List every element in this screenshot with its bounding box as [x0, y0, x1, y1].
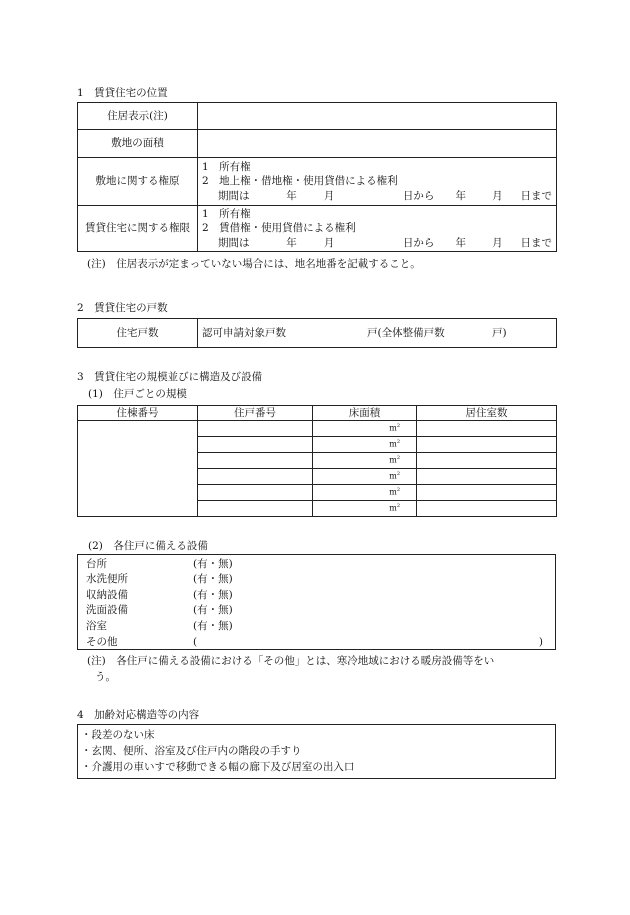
site-area-value-cell[interactable]	[198, 130, 557, 158]
unit-number-cell[interactable]	[198, 437, 313, 453]
unit-sup: 2	[396, 502, 400, 509]
period-month: 月	[323, 236, 335, 249]
equipment-name: 浴室	[86, 620, 107, 633]
equipment-row	[78, 556, 555, 572]
unit-number-cell[interactable]	[198, 469, 313, 485]
dwelling-size-table	[77, 405, 557, 517]
room-count-cell[interactable]	[417, 453, 557, 469]
period-month: 月	[323, 189, 335, 202]
period-year-end: 年	[455, 236, 467, 249]
equipment-value[interactable]: (有・無)	[193, 604, 233, 617]
location-table	[77, 102, 557, 252]
section-4-heading: 4 加齢対応構造等の内容	[77, 709, 200, 721]
land-title-label: 敷地に関する権原	[78, 158, 198, 206]
unit-number-cell[interactable]	[198, 485, 313, 501]
units-line	[202, 326, 552, 340]
unit-sup: 2	[396, 486, 400, 493]
room-count-cell[interactable]	[417, 485, 557, 501]
unit-sup: 2	[396, 454, 400, 461]
floor-area-cell[interactable]	[313, 501, 417, 517]
units-total-close: 戸)	[492, 326, 507, 339]
col-unit-number: 住戸番号	[198, 406, 313, 421]
section-3-sub2: (2) 各住戸に備える設備	[88, 540, 208, 552]
section-1-heading: 1 賃貸住宅の位置	[77, 87, 168, 99]
unit-m: m	[389, 503, 397, 513]
unit-m: m	[389, 487, 397, 497]
equipment-name: 収納設備	[86, 588, 128, 601]
land-title-period	[202, 189, 552, 203]
land-title-option-2: 2 地上権・借地権・使用貸借による権利	[202, 175, 398, 188]
housing-title-option-2: 2 賃借権・使用貸借による権利	[202, 222, 356, 235]
unit-m: m	[389, 439, 397, 449]
period-prefix: 期間は	[218, 236, 250, 249]
equipment-value[interactable]: (有・無)	[193, 620, 233, 633]
units-total-open: 戸(全体整備戸数	[367, 326, 445, 339]
equipment-name: 台所	[86, 557, 107, 570]
aging-features-box	[77, 724, 556, 779]
section-3-heading: 3 賃貸住宅の規模並びに構造及び設備	[77, 371, 263, 383]
floor-area-cell[interactable]	[313, 485, 417, 501]
aging-feature-item: ・介護用の車いすで移動できる幅の廊下及び居室の出入口	[81, 761, 355, 773]
unit-number-cell[interactable]	[198, 453, 313, 469]
table-row	[78, 421, 557, 437]
table-row	[78, 103, 557, 130]
period-year: 年	[286, 236, 297, 249]
land-title-option-1: 1 所有権	[202, 161, 251, 174]
section-3-note-line1: (注) 各住戸に備える設備における「その他」とは、寒冷地域における暖房設備等をい	[87, 655, 495, 667]
equipment-value[interactable]: (有・無)	[193, 588, 233, 601]
floor-area-cell[interactable]	[313, 421, 417, 437]
unit-m: m	[389, 471, 397, 481]
col-floor-area: 床面積	[313, 406, 417, 421]
table-row	[78, 319, 557, 348]
unit-sup: 2	[396, 438, 400, 445]
housing-title-value-cell[interactable]	[198, 206, 557, 252]
equipment-row	[78, 618, 555, 634]
section-3-note-line2: う。	[95, 671, 116, 683]
period-month-end: 月	[492, 189, 503, 202]
equipment-value[interactable]: (有・無)	[193, 557, 233, 570]
housing-title-period	[202, 236, 552, 250]
equipment-name: その他	[86, 635, 118, 648]
site-area-label: 敷地の面積	[78, 130, 198, 158]
unit-m: m	[389, 423, 397, 433]
equipment-other-value[interactable]: (	[193, 635, 198, 648]
unit-sup: 2	[396, 422, 400, 429]
land-title-value-cell[interactable]	[198, 158, 557, 206]
aging-feature-item: ・段差のない床	[81, 729, 155, 741]
equipment-row	[78, 634, 555, 650]
period-month-end: 月	[492, 236, 503, 249]
period-from: 日から	[402, 189, 435, 202]
period-year-end: 年	[455, 189, 467, 202]
equipment-box	[77, 554, 556, 650]
period-until: 日まで	[520, 189, 553, 202]
section-1-note: (注) 住居表示が定まっていない場合には、地名地番を記載すること。	[87, 258, 421, 270]
unit-sup: 2	[396, 470, 400, 477]
units-table	[77, 318, 557, 348]
units-target-label: 認可申請対象戸数	[202, 326, 286, 339]
floor-area-cell[interactable]	[313, 453, 417, 469]
unit-number-cell[interactable]	[198, 421, 313, 437]
floor-area-cell[interactable]	[313, 437, 417, 453]
section-3-sub1: (1) 住戸ごとの規模	[88, 388, 187, 400]
floor-area-cell[interactable]	[313, 469, 417, 485]
unit-number-cell[interactable]	[198, 501, 313, 517]
housing-title-label: 賃貸住宅に関する権限	[78, 206, 198, 252]
period-prefix: 期間は	[218, 189, 250, 202]
equipment-value[interactable]: (有・無)	[193, 573, 233, 586]
equipment-name: 水洗便所	[86, 573, 128, 586]
aging-feature-item: ・玄関、便所、浴室及び住戸内の階段の手すり	[81, 745, 302, 757]
equipment-row	[78, 587, 555, 603]
unit-m: m	[389, 455, 397, 465]
address-label: 住居表示(注)	[78, 103, 198, 130]
col-room-count: 居住室数	[417, 406, 557, 421]
equipment-row	[78, 572, 555, 588]
section-2-heading: 2 賃貸住宅の戸数	[77, 302, 168, 314]
table-row	[78, 206, 557, 252]
room-count-cell[interactable]	[417, 421, 557, 437]
room-count-cell[interactable]	[417, 437, 557, 453]
units-value-cell[interactable]	[198, 319, 557, 348]
address-value-cell[interactable]	[198, 103, 557, 130]
equipment-other-close: )	[538, 635, 543, 648]
period-until: 日まで	[520, 236, 553, 249]
housing-title-option-1: 1 所有権	[202, 208, 251, 221]
col-building-number: 住棟番号	[78, 406, 198, 421]
room-count-cell[interactable]	[417, 469, 557, 485]
equipment-name: 洗面設備	[86, 604, 128, 617]
building-number-cell[interactable]	[78, 421, 198, 517]
table-row	[78, 130, 557, 158]
period-from: 日から	[402, 236, 435, 249]
table-header-row	[78, 406, 557, 421]
room-count-cell[interactable]	[417, 501, 557, 517]
period-year: 年	[286, 189, 297, 202]
table-row	[78, 158, 557, 206]
units-label: 住宅戸数	[78, 319, 198, 348]
equipment-row	[78, 603, 555, 619]
